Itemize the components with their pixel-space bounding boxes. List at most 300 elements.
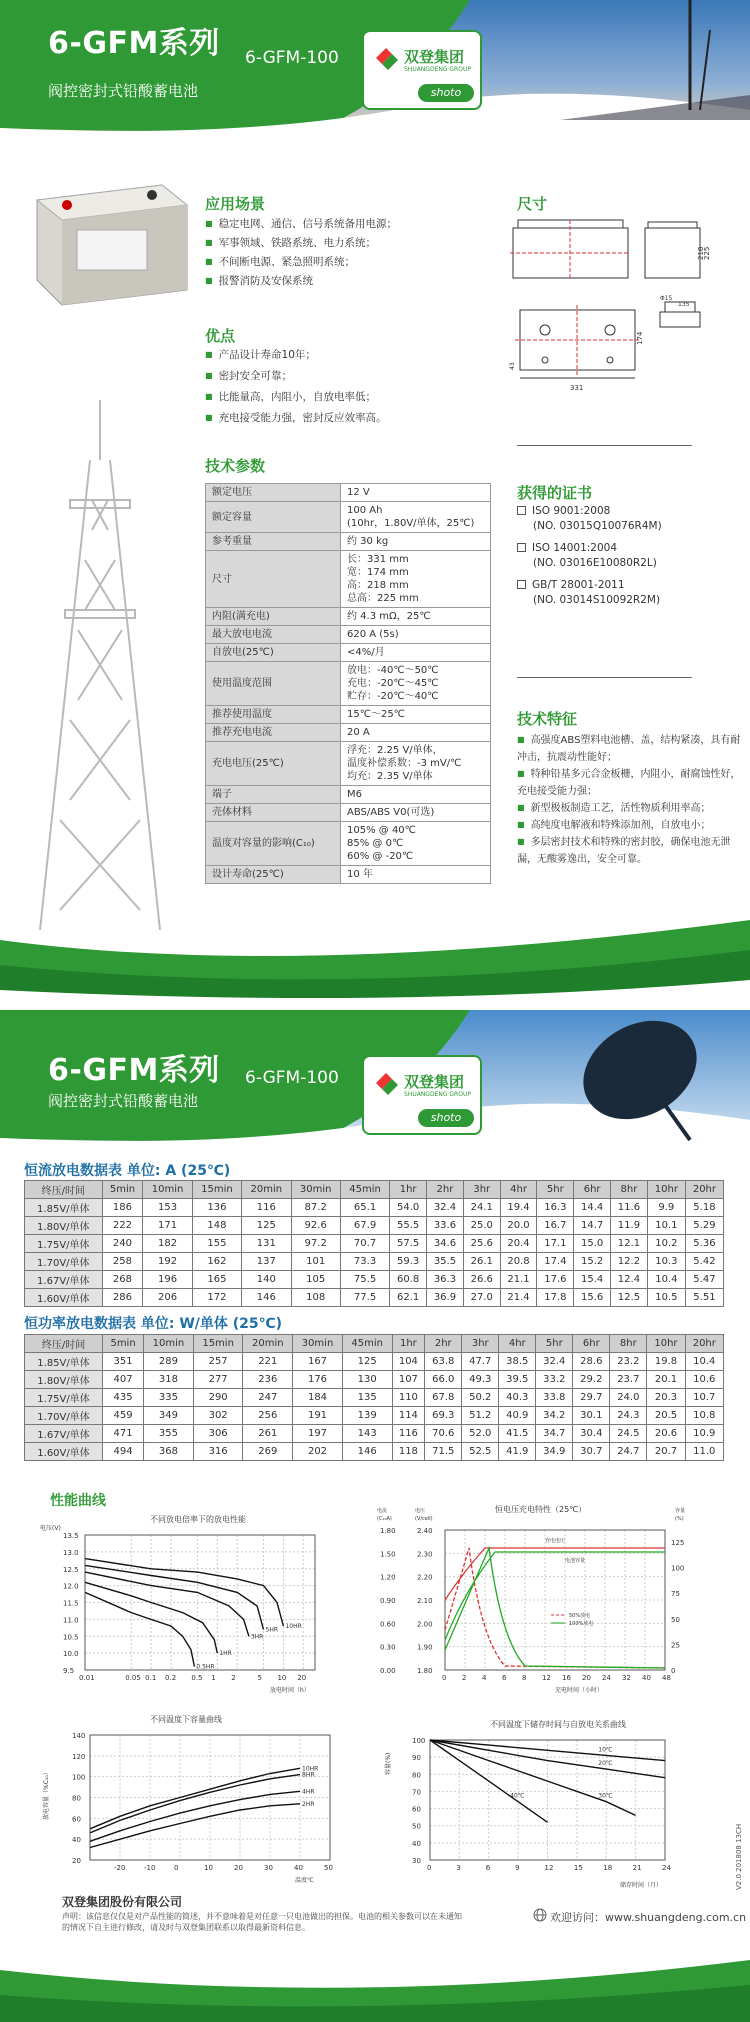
table-cell: 38.5: [499, 1353, 536, 1371]
table-cell: 5.36: [685, 1235, 723, 1253]
page-divider-swoosh: [0, 920, 750, 1005]
list-item: ■ 稳定电网、通信、信号系统备用电源；: [205, 215, 397, 234]
column-header: 10hr: [647, 1181, 685, 1199]
table-cell: 92.6: [291, 1217, 340, 1235]
table-cell: 24.5: [610, 1425, 647, 1443]
table-cell: 104: [392, 1353, 425, 1371]
legend-entry: 100%放电: [569, 1621, 594, 1627]
tech-title: 技术参数: [205, 457, 266, 475]
annotation: 充电电压: [545, 1538, 566, 1544]
x-tick-label: 0: [427, 1864, 432, 1872]
spec-value-line: <4%/月: [347, 647, 385, 658]
table-cell: 191: [293, 1407, 343, 1425]
y-tick-label: 40: [412, 1839, 421, 1848]
table-row: [25, 1407, 724, 1425]
x-tick-label: 0.2: [165, 1674, 177, 1682]
checkbox-icon: [517, 506, 526, 515]
x-tick-label: 20: [582, 1674, 591, 1682]
logo-brand: shoto: [418, 1109, 474, 1127]
y2-tick-label: 2.00: [417, 1620, 433, 1629]
table-cell: 5.18: [685, 1199, 723, 1217]
table-cell: 256: [243, 1407, 293, 1425]
x-tick-label: 12: [542, 1674, 551, 1682]
spec-row: [206, 706, 491, 724]
chart-title: 不同放电倍率下的放电性能: [150, 1515, 246, 1524]
x-tick-label: 2: [231, 1674, 236, 1682]
features-title: 技术特征: [517, 710, 578, 728]
table-cell: 182: [143, 1235, 192, 1253]
brand-logo: [362, 30, 482, 110]
series-label: 1HR: [219, 1650, 232, 1658]
x-tick-label: 24: [602, 1674, 611, 1682]
table-cell: 318: [144, 1371, 194, 1389]
series-line: [90, 1804, 300, 1848]
table-cell: 21.4: [500, 1289, 537, 1307]
table-cell: 196: [143, 1271, 192, 1289]
spec-value-line: (10hr，1.80V/单体，25℃): [347, 518, 475, 529]
header-banner-second: [0, 1010, 750, 1150]
table-cell: 16.7: [537, 1217, 574, 1235]
logo-mark-icon: [372, 1069, 400, 1097]
column-header: 4hr: [500, 1181, 537, 1199]
column-header: 2hr: [427, 1181, 464, 1199]
y-tick-label: 10.0: [63, 1650, 79, 1659]
table-cell: 23.7: [610, 1371, 647, 1389]
table-cell: 29.2: [573, 1371, 610, 1389]
certs-title: 获得的证书: [517, 484, 593, 502]
y-axis-label: (C₁₀A): [377, 1516, 392, 1522]
table-cell: 40.3: [499, 1389, 536, 1407]
spec-key: 额定容量: [206, 502, 341, 533]
table-row: [25, 1253, 724, 1271]
cp-table-title: 恒功率放电数据表 单位: W/单体 (25℃): [24, 1316, 283, 1332]
table-cell: 60.8: [390, 1271, 427, 1289]
table-cell: 136: [192, 1199, 241, 1217]
row-header: 1.85V/单体: [25, 1199, 103, 1217]
spec-row: [206, 786, 491, 804]
y-tick-label: 13.0: [63, 1548, 79, 1557]
table-cell: 10.4: [647, 1271, 685, 1289]
table-cell: 105: [291, 1271, 340, 1289]
table-cell: 20.5: [647, 1407, 685, 1425]
series-label: 20℃: [598, 1760, 613, 1768]
column-header: 30min: [291, 1181, 340, 1199]
spec-key: 端子: [206, 786, 341, 804]
table-cell: 148: [192, 1217, 241, 1235]
table-cell: 17.1: [537, 1235, 574, 1253]
dim-height-1: 218: [697, 246, 705, 260]
table-cell: 257: [193, 1353, 243, 1371]
spec-row: [206, 533, 491, 551]
series-label: 10HR: [302, 1765, 319, 1773]
y-tick-label: 40: [72, 1836, 81, 1845]
spec-row: [206, 866, 491, 884]
y-tick-label: 0.30: [380, 1643, 396, 1652]
table-cell: 221: [243, 1353, 293, 1371]
column-header: 30min: [293, 1335, 343, 1353]
y-tick-label: 1.20: [380, 1573, 396, 1582]
spec-value: [341, 551, 491, 608]
spec-key: 温度对容量的影响(C₁₀): [206, 822, 341, 866]
x-tick-label: 18: [603, 1864, 613, 1872]
column-header: 2hr: [425, 1335, 462, 1353]
table-cell: 26.6: [463, 1271, 500, 1289]
y-tick-label: 1.80: [380, 1527, 396, 1535]
y2-tick-label: 2.30: [417, 1550, 433, 1559]
spec-row: [206, 608, 491, 626]
y-tick-label: 60: [412, 1805, 421, 1814]
annotation: 电池容量: [565, 1558, 586, 1564]
table-cell: 258: [102, 1253, 143, 1271]
spec-value-line: 85% @ 0℃: [347, 838, 404, 849]
table-cell: 69.3: [425, 1407, 462, 1425]
y-tick-label: 120: [72, 1752, 86, 1761]
constant-power-table: [24, 1334, 724, 1461]
dim-terminal-2: 135: [678, 301, 690, 308]
y-tick-label: 50: [412, 1822, 421, 1831]
self-discharge-chart: [380, 1715, 720, 1890]
y-tick-label: 9.5: [63, 1667, 75, 1675]
y2-axis-label: 电压: [415, 1508, 426, 1514]
table-cell: 202: [293, 1443, 343, 1461]
table-cell: 41.9: [499, 1443, 536, 1461]
table-cell: 25.6: [463, 1235, 500, 1253]
table-cell: 131: [242, 1235, 291, 1253]
plot-frame: [85, 1535, 315, 1670]
cert-number: (NO. 03016E10080R2L): [533, 557, 657, 569]
spec-key: 推荐充电电流: [206, 724, 341, 742]
y3-tick-label: 0: [671, 1667, 676, 1675]
x-tick-label: 6: [502, 1674, 507, 1682]
table-cell: 368: [144, 1443, 194, 1461]
series-line-50: [445, 1548, 665, 1668]
table-cell: 435: [103, 1389, 144, 1407]
y-tick-label: 10.5: [63, 1633, 79, 1642]
x-tick-label: 20: [297, 1674, 307, 1682]
spec-value-line: 约 30 kg: [347, 536, 389, 547]
column-header: 15min: [193, 1335, 243, 1353]
x-tick-label: 9: [515, 1864, 520, 1872]
y-tick-label: 0.60: [380, 1620, 396, 1629]
chart-title: 不同温度下储存时间与自放电关系曲线: [490, 1720, 626, 1729]
table-cell: 70.6: [425, 1425, 462, 1443]
checkbox-icon: [517, 580, 526, 589]
y-axis-label: 电压(V): [40, 1525, 61, 1532]
table-cell: 153: [143, 1199, 192, 1217]
table-cell: 11.0: [685, 1443, 723, 1461]
product-subtitle: 阀控密封式铅酸蓄电池: [48, 1092, 199, 1110]
table-cell: 15.6: [574, 1289, 611, 1307]
table-cell: 24.7: [610, 1443, 647, 1461]
spec-key: 参考重量: [206, 533, 341, 551]
spec-value-line: ABS/ABS V0(可选): [347, 807, 435, 818]
y-tick-label: 12.0: [63, 1582, 79, 1591]
table-cell: 10.5: [647, 1289, 685, 1307]
x-tick-label: 21: [632, 1864, 642, 1872]
x-tick-label: 0.1: [145, 1674, 157, 1682]
series-title: 6-GFM系列: [48, 1053, 220, 1088]
spec-value-line: 总高：225 mm: [347, 593, 419, 604]
checkbox-icon: [517, 543, 526, 552]
table-cell: 97.2: [291, 1235, 340, 1253]
y-tick-label: 1.50: [380, 1550, 396, 1559]
x-tick-label: 40: [294, 1864, 303, 1872]
table-cell: 24.0: [610, 1389, 647, 1407]
table-cell: 12.5: [611, 1289, 648, 1307]
table-cell: 351: [103, 1353, 144, 1371]
y-tick-label: 0.90: [380, 1597, 396, 1605]
logo-en: SHUANGDENG GROUP: [404, 1091, 471, 1098]
column-header: 8hr: [611, 1181, 648, 1199]
model-name: 6-GFM-100: [245, 1068, 339, 1088]
row-header: 1.60V/单体: [25, 1443, 103, 1461]
column-header: 45min: [342, 1335, 392, 1353]
temperature-capacity-chart: [40, 1710, 340, 1885]
spec-value-line: 60% @ -20℃: [347, 851, 414, 862]
table-cell: 9.9: [647, 1199, 685, 1217]
table-row: [25, 1443, 724, 1461]
table-cell: 5.51: [685, 1289, 723, 1307]
spec-value-line: 620 A (5s): [347, 629, 399, 640]
column-header: 20min: [243, 1335, 293, 1353]
table-cell: 10.1: [647, 1217, 685, 1235]
table-cell: 71.5: [425, 1443, 462, 1461]
table-cell: 10.4: [685, 1353, 723, 1371]
table-cell: 5.47: [685, 1271, 723, 1289]
company-name: 双登集团股份有限公司: [62, 1895, 183, 1909]
table-cell: 40.9: [499, 1407, 536, 1425]
table-cell: 139: [342, 1407, 392, 1425]
x-tick-label: 2: [462, 1674, 467, 1682]
advantages-list: [205, 345, 387, 429]
table-cell: 14.4: [574, 1199, 611, 1217]
list-item: ■ 不间断电源、紧急照明系统；: [205, 253, 397, 272]
dim-terminal-1: Φ15: [660, 295, 673, 302]
table-row: [25, 1389, 724, 1407]
table-cell: 12.4: [611, 1271, 648, 1289]
table-cell: 125: [242, 1217, 291, 1235]
table-cell: 12.2: [611, 1253, 648, 1271]
spec-row: [206, 822, 491, 866]
spec-key: 额定电压: [206, 484, 341, 502]
table-cell: 16.3: [537, 1199, 574, 1217]
x-tick-label: 10: [204, 1864, 213, 1872]
x-tick-label: 50: [324, 1864, 333, 1872]
product-subtitle: 阀控密封式铅酸蓄电池: [48, 82, 199, 100]
header-banner-top: [0, 0, 750, 140]
table-cell: 137: [242, 1253, 291, 1271]
table-cell: 41.5: [499, 1425, 536, 1443]
table-cell: 17.4: [537, 1253, 574, 1271]
website-link[interactable]: 欢迎访问：www.shuangdeng.com.cn: [550, 1911, 747, 1924]
column-header: 20hr: [685, 1335, 723, 1353]
table-cell: 87.2: [291, 1199, 340, 1217]
table-cell: 11.6: [611, 1199, 648, 1217]
x-tick-label: 0.5: [191, 1674, 203, 1682]
cert-number: (NO. 03014S10092R2M): [533, 594, 661, 606]
table-cell: 28.6: [573, 1353, 610, 1371]
x-tick-label: 10: [277, 1674, 287, 1682]
brand-logo: [362, 1055, 482, 1135]
y-tick-label: 80: [412, 1771, 421, 1780]
spec-value-line: 温度补偿系数：-3 mV/℃: [347, 758, 462, 769]
cert-name: GB/T 28001-2011: [532, 579, 625, 591]
chart-title: 不同温度下容量曲线: [150, 1715, 222, 1724]
table-cell: 34.9: [536, 1443, 573, 1461]
y2-tick-label: 2.10: [417, 1597, 433, 1605]
x-tick-label: 48: [662, 1674, 671, 1682]
list-item: ■ 充电接受能力强，密封反应效率高。: [205, 408, 387, 429]
x-tick-label: 6: [485, 1864, 491, 1872]
table-cell: 52.0: [462, 1425, 499, 1443]
list-item: ■ 高纯度电解液和特殊添加剂，自放电小；: [517, 817, 747, 834]
y-tick-label: 12.5: [63, 1565, 79, 1574]
x-tick-label: 0: [174, 1864, 179, 1872]
table-row: [25, 1235, 724, 1253]
column-header: 20min: [242, 1181, 291, 1199]
table-cell: 30.7: [573, 1443, 610, 1461]
table-cell: 32.4: [427, 1199, 464, 1217]
series-label: 4HR: [302, 1788, 315, 1796]
x-tick-label: 12: [544, 1864, 554, 1872]
table-cell: 59.3: [390, 1253, 427, 1271]
spec-value-line: 宽：174 mm: [347, 567, 409, 578]
list-item: ■ 产品设计寿命10年；: [205, 345, 387, 366]
table-cell: 20.8: [500, 1253, 537, 1271]
table-cell: 459: [103, 1407, 144, 1425]
y3-tick-label: 25: [671, 1641, 680, 1650]
cert-name: ISO 9001:2008: [532, 505, 611, 517]
list-item: ■ 密封安全可靠；: [205, 366, 387, 387]
spec-value: [341, 533, 491, 551]
x-tick-label: 0.01: [79, 1674, 95, 1682]
spec-value-line: M6: [347, 789, 362, 800]
column-header: 5hr: [537, 1181, 574, 1199]
spec-key: 尺寸: [206, 551, 341, 608]
table-cell: 49.3: [462, 1371, 499, 1389]
row-header: 1.67V/单体: [25, 1271, 103, 1289]
table-cell: 118: [392, 1443, 425, 1461]
table-cell: 19.8: [647, 1353, 685, 1371]
table-cell: 165: [192, 1271, 241, 1289]
y-tick-label: 11.0: [63, 1616, 79, 1625]
y-tick-label: 0.00: [380, 1667, 396, 1675]
y3-tick-label: 125: [671, 1539, 685, 1547]
table-cell: 39.5: [499, 1371, 536, 1389]
table-cell: 55.5: [390, 1217, 427, 1235]
table-cell: 116: [392, 1425, 425, 1443]
x-axis-label: 充电时间（小时）: [555, 1687, 604, 1694]
table-cell: 167: [293, 1353, 343, 1371]
cert-item: [517, 541, 657, 571]
spec-value-line: 浮充：2.25 V/单体，: [347, 745, 443, 756]
column-header: 5min: [103, 1335, 144, 1353]
table-cell: 15.4: [574, 1271, 611, 1289]
y3-tick-label: 50: [671, 1615, 680, 1624]
table-cell: 116: [242, 1199, 291, 1217]
table-cell: 67.9: [340, 1217, 389, 1235]
chart-title: 恒电压充电特性（25℃）: [495, 1505, 587, 1514]
table-cell: 34.6: [427, 1235, 464, 1253]
spec-row: [206, 804, 491, 822]
divider: [517, 677, 692, 678]
spec-value-line: 长：331 mm: [347, 554, 409, 565]
table-cell: 407: [103, 1371, 144, 1389]
constant-current-table: [24, 1180, 724, 1307]
table-cell: 302: [193, 1407, 243, 1425]
table-cell: 186: [102, 1199, 143, 1217]
spec-value: [341, 644, 491, 662]
spec-value: [341, 724, 491, 742]
battery-image: [22, 180, 192, 310]
x-tick-label: 1: [211, 1674, 216, 1682]
bottom-swoosh: [0, 1940, 750, 2022]
x-tick-label: 32: [622, 1674, 631, 1682]
table-cell: 247: [243, 1389, 293, 1407]
spec-value: [341, 706, 491, 724]
column-header: 45min: [340, 1181, 389, 1199]
spec-value: [341, 626, 491, 644]
list-item: ■ 特种铅基多元合金板栅，内阻小，耐腐蚀性好，充电接受能力强；: [517, 766, 747, 800]
table-cell: 29.7: [573, 1389, 610, 1407]
table-cell: 26.1: [463, 1253, 500, 1271]
table-cell: 25.0: [463, 1217, 500, 1235]
spec-value-line: 放电：-40℃～50℃: [347, 665, 439, 676]
logo-cn: 双登集团: [404, 48, 465, 66]
spec-value-line: 15℃～25℃: [347, 709, 405, 720]
y-tick-label: 13.5: [63, 1532, 79, 1540]
column-header: 3hr: [462, 1335, 499, 1353]
table-cell: 286: [102, 1289, 143, 1307]
logo-mark-icon: [372, 44, 400, 72]
table-cell: 146: [242, 1289, 291, 1307]
table-cell: 52.5: [462, 1443, 499, 1461]
row-header: 1.70V/单体: [25, 1253, 103, 1271]
cert-name: ISO 14001:2004: [532, 542, 618, 554]
table-cell: 12.1: [611, 1235, 648, 1253]
legend-entry: 50%放电: [569, 1613, 591, 1619]
x-tick-label: 4: [482, 1674, 487, 1682]
table-cell: 20.1: [647, 1371, 685, 1389]
series-title: 6-GFM系列: [48, 26, 220, 61]
dimension-drawing: [510, 220, 710, 395]
spec-value: [341, 662, 491, 706]
row-header: 1.60V/单体: [25, 1289, 103, 1307]
table-cell: 27.0: [463, 1289, 500, 1307]
y-axis-label: 容量(%): [385, 1752, 392, 1775]
table-cell: 10.6: [685, 1371, 723, 1389]
table-cell: 20.6: [647, 1425, 685, 1443]
column-header: 3hr: [463, 1181, 500, 1199]
advantages-title: 优点: [205, 327, 236, 345]
y-tick-label: 80: [72, 1794, 81, 1803]
table-cell: 11.9: [611, 1217, 648, 1235]
x-axis-label: 储存时间（月）: [620, 1882, 663, 1889]
table-cell: 17.6: [537, 1271, 574, 1289]
table-cell: 33.8: [536, 1389, 573, 1407]
column-header: 5hr: [536, 1335, 573, 1353]
table-cell: 24.1: [463, 1199, 500, 1217]
spec-value: [341, 866, 491, 884]
features-list: [517, 732, 747, 868]
table-cell: 62.1: [390, 1289, 427, 1307]
table-cell: 20.4: [500, 1235, 537, 1253]
table-cell: 192: [143, 1253, 192, 1271]
y-tick-label: 30: [412, 1857, 421, 1865]
table-cell: 349: [144, 1407, 194, 1425]
spec-row: [206, 742, 491, 786]
table-cell: 17.8: [537, 1289, 574, 1307]
